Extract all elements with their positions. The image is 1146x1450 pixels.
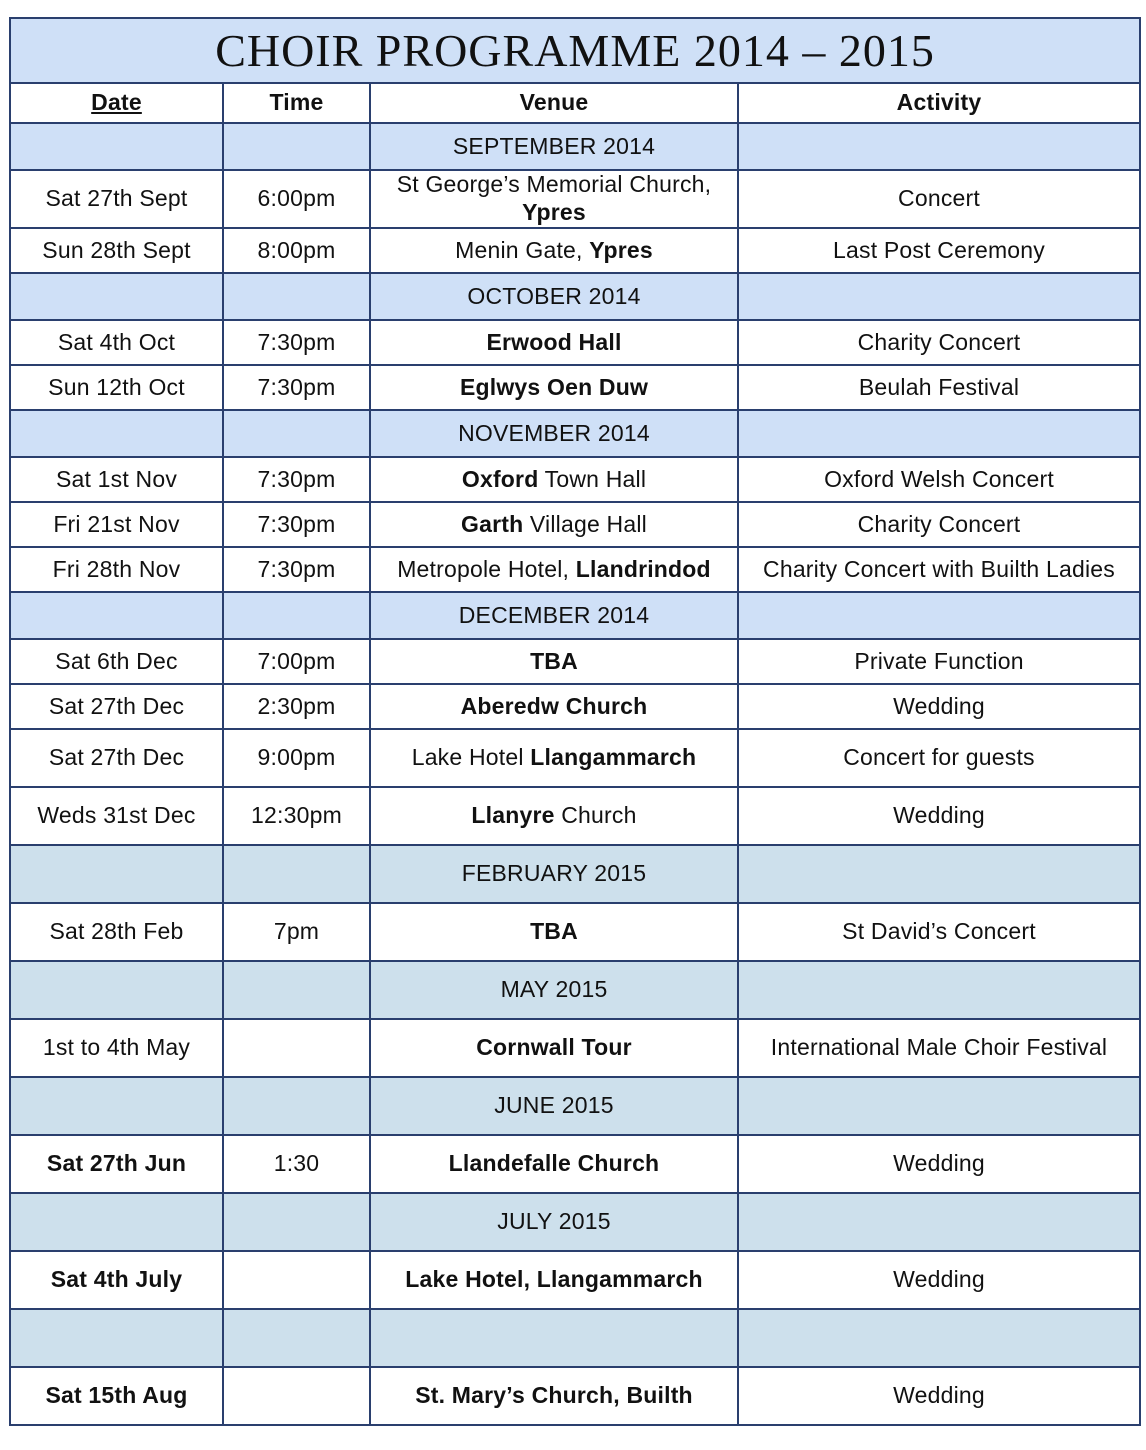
month-empty-cell [223,592,370,639]
month-row [10,1309,1140,1367]
event-time: 2:30pm [223,684,370,729]
event-date: Sat 1st Nov [10,457,223,502]
month-empty-cell [10,123,223,170]
venue-text: St George’s Memorial Church, [396,171,712,198]
month-empty-cell [738,1077,1140,1135]
event-activity: Wedding [738,684,1140,729]
event-activity: Private Function [738,639,1140,684]
month-label: OCTOBER 2014 [370,273,738,320]
month-empty-cell [738,592,1140,639]
event-activity: Last Post Ceremony [738,228,1140,273]
event-activity: Charity Concert with Builth Ladies [738,547,1140,592]
month-empty-cell [10,1309,223,1367]
month-empty-cell [223,1309,370,1367]
table-row [10,320,1140,365]
month-empty-cell [738,1309,1140,1367]
venue-place: Ypres [522,199,586,225]
venue-place: Erwood Hall [486,328,622,355]
month-row [10,123,1140,170]
table-row [10,457,1140,502]
event-time: 12:30pm [223,787,370,845]
event-time: 7pm [223,903,370,961]
event-activity: Wedding [738,1251,1140,1309]
event-venue [370,1019,738,1077]
event-date: Fri 28th Nov [10,547,223,592]
event-time: 9:00pm [223,729,370,787]
event-time: 7:30pm [223,320,370,365]
month-row [10,1077,1140,1135]
event-time: 8:00pm [223,228,370,273]
event-venue [370,547,738,592]
event-venue [370,1251,738,1309]
event-time: 7:00pm [223,639,370,684]
table-row [10,170,1140,228]
month-row [10,410,1140,457]
month-label [370,1309,738,1367]
date-header [10,83,223,123]
month-label: JUNE 2015 [370,1077,738,1135]
month-empty-cell [10,410,223,457]
month-label: DECEMBER 2014 [370,592,738,639]
event-time [223,1367,370,1425]
month-empty-cell [10,961,223,1019]
event-venue [370,502,738,547]
event-activity: St David’s Concert [738,903,1140,961]
venue-text: Town Hall [538,465,647,492]
month-empty-cell [223,845,370,903]
table-row [10,1251,1140,1309]
event-date: Sat 27th Dec [10,729,223,787]
month-empty-cell [10,1077,223,1135]
venue-place: St. Mary’s Church, Builth [415,1382,693,1409]
venue-place: Lake Hotel, Llangammarch [405,1266,703,1293]
month-empty-cell [738,410,1140,457]
venue-place: Aberedw Church [460,692,648,719]
month-row [10,961,1140,1019]
time-header: Time [223,83,370,123]
month-label: JULY 2015 [370,1193,738,1251]
event-date: Sat 28th Feb [10,903,223,961]
venue-text: Menin Gate, [455,236,590,263]
month-row [10,1193,1140,1251]
table-row [10,639,1140,684]
event-venue [370,228,738,273]
event-activity: Concert for guests [738,729,1140,787]
event-venue [370,639,738,684]
table-row [10,502,1140,547]
month-label: FEBRUARY 2015 [370,845,738,903]
venue-place: Llangammarch [530,744,697,771]
venue-text: Metropole Hotel, [397,555,576,582]
table-row [10,684,1140,729]
event-activity: Beulah Festival [738,365,1140,410]
venue-text: Lake Hotel [411,744,531,771]
event-venue [370,684,738,729]
month-empty-cell [10,592,223,639]
event-time: 7:30pm [223,502,370,547]
page-title: CHOIR PROGRAMME 2014 – 2015 [10,18,1140,83]
event-venue [370,729,738,787]
month-empty-cell [738,845,1140,903]
event-venue [370,787,738,845]
event-date: Sat 27th Dec [10,684,223,729]
event-time: 7:30pm [223,365,370,410]
venue-place: Ypres [589,236,653,263]
venue-text: Village Hall [523,510,647,537]
event-activity: Wedding [738,787,1140,845]
choir-programme-table [9,17,1141,1426]
event-activity: Wedding [738,1367,1140,1425]
venue-place: Llanyre [471,802,555,829]
venue-text: Church [554,802,637,829]
event-date: Weds 31st Dec [10,787,223,845]
event-date: Fri 21st Nov [10,502,223,547]
venue-place: Llandefalle Church [448,1150,660,1177]
month-empty-cell [10,273,223,320]
activity-header: Activity [738,83,1140,123]
venue-place: TBA [530,918,578,945]
venue-place: Cornwall Tour [476,1034,632,1061]
month-row [10,845,1140,903]
venue-place: Garth [461,510,524,537]
event-activity: Charity Concert [738,502,1140,547]
month-label: NOVEMBER 2014 [370,410,738,457]
month-empty-cell [738,961,1140,1019]
table-row [10,787,1140,845]
month-empty-cell [738,273,1140,320]
event-time [223,1019,370,1077]
month-empty-cell [223,123,370,170]
month-empty-cell [223,273,370,320]
month-empty-cell [223,1193,370,1251]
table-row [10,228,1140,273]
event-date: Sun 12th Oct [10,365,223,410]
table-row [10,1019,1140,1077]
event-activity: Oxford Welsh Concert [738,457,1140,502]
event-activity: Charity Concert [738,320,1140,365]
event-time [223,1251,370,1309]
event-venue [370,1367,738,1425]
programme-rows [10,123,1140,1425]
event-date: Sat 6th Dec [10,639,223,684]
table-row [10,365,1140,410]
table-row [10,1367,1140,1425]
title-row [10,18,1140,83]
event-venue [370,1135,738,1193]
event-venue [370,903,738,961]
event-date: Sat 4th Oct [10,320,223,365]
event-venue [370,170,738,228]
month-row [10,592,1140,639]
month-row [10,273,1140,320]
event-activity: Concert [738,170,1140,228]
event-time: 1:30 [223,1135,370,1193]
date-header-label: Date [91,89,142,116]
event-venue [370,457,738,502]
venue-place: Oxford [461,465,539,492]
header-row [10,83,1140,123]
venue-place: TBA [530,647,578,674]
event-venue [370,320,738,365]
table-row [10,547,1140,592]
event-venue [370,365,738,410]
month-empty-cell [10,1193,223,1251]
table-row [10,729,1140,787]
event-time: 7:30pm [223,547,370,592]
event-activity: International Male Choir Festival [738,1019,1140,1077]
event-date: Sat 15th Aug [10,1367,223,1425]
event-date: 1st to 4th May [10,1019,223,1077]
month-empty-cell [223,961,370,1019]
month-empty-cell [223,1077,370,1135]
venue-header: Venue [370,83,738,123]
table-row [10,903,1140,961]
event-time: 7:30pm [223,457,370,502]
venue-place: Eglwys Oen Duw [459,373,649,400]
event-date: Sat 4th July [10,1251,223,1309]
event-date: Sat 27th Jun [10,1135,223,1193]
event-activity: Wedding [738,1135,1140,1193]
event-time: 6:00pm [223,170,370,228]
month-empty-cell [223,410,370,457]
month-label: SEPTEMBER 2014 [370,123,738,170]
month-empty-cell [738,123,1140,170]
venue-place: Llandrindod [575,555,711,582]
month-empty-cell [10,845,223,903]
event-date: Sat 27th Sept [10,170,223,228]
month-empty-cell [738,1193,1140,1251]
month-label: MAY 2015 [370,961,738,1019]
event-date: Sun 28th Sept [10,228,223,273]
table-row [10,1135,1140,1193]
